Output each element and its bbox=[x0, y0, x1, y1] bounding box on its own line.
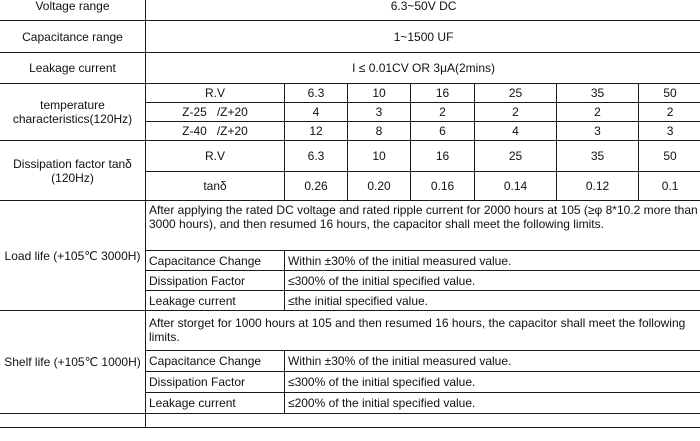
next-section-row bbox=[0, 414, 700, 428]
load-life-limit-item: Capacitance Change bbox=[146, 251, 285, 271]
voltage-value: 6.3~50V DC bbox=[146, 0, 700, 21]
shelf-life-limit-item: Dissipation Factor bbox=[146, 372, 285, 393]
temperature-header-cell: 50 bbox=[639, 84, 700, 103]
load-life-limit-item: Dissipation Factor bbox=[146, 271, 285, 291]
temperature-cell: 8 bbox=[348, 122, 411, 141]
temperature-cell: Z-40 /Z+20 bbox=[146, 122, 285, 141]
shelf-life-label: Shelf life (+105℃ 1000H) bbox=[0, 311, 146, 414]
dissipation-header-row bbox=[0, 141, 700, 172]
dissipation-header-cell: R.V bbox=[146, 141, 285, 172]
load-life-limit-value: ≤300% of the initial specified value. bbox=[285, 271, 700, 291]
load-life-limit-value: Within ±30% of the initial measured value. bbox=[285, 251, 700, 271]
temperature-header-row bbox=[0, 84, 700, 103]
temperature-header-cell: 16 bbox=[411, 84, 475, 103]
temperature-header-cell: 35 bbox=[557, 84, 639, 103]
next-section-content bbox=[146, 414, 700, 428]
dissipation-header-cell: 50 bbox=[639, 141, 700, 172]
shelf-life-limit-item: Leakage current bbox=[146, 393, 285, 414]
load-life-limit-item: Leakage current bbox=[146, 291, 285, 311]
temperature-cell: 2 bbox=[411, 103, 475, 122]
load-life-limit-value: ≤the initial specified value. bbox=[285, 291, 700, 311]
shelf-life-desc-row bbox=[0, 311, 700, 351]
dissipation-header-cell: 35 bbox=[557, 141, 639, 172]
temperature-cell: 6 bbox=[411, 122, 475, 141]
dissipation-header-cell: 10 bbox=[348, 141, 411, 172]
temperature-cell: 3 bbox=[557, 122, 639, 141]
leakage-label: Leakage current bbox=[0, 53, 146, 84]
temperature-cell: 3 bbox=[639, 122, 700, 141]
temperature-cell: 3 bbox=[348, 103, 411, 122]
temperature-header-cell: R.V bbox=[146, 84, 285, 103]
dissipation-cell: tanδ bbox=[146, 172, 285, 201]
load-life-description: After applying the rated DC voltage and rated ripple current for 2000 hours at 105 (≥φ 8*10.2 more than 3000 hours), and then resumed 16 hours, the capacitor shall meet the following limits. bbox=[146, 201, 700, 251]
temperature-header-cell: 25 bbox=[475, 84, 557, 103]
dissipation-cell: 0.20 bbox=[348, 172, 411, 201]
temperature-cell: 2 bbox=[475, 103, 557, 122]
dissipation-cell: 0.26 bbox=[285, 172, 348, 201]
shelf-life-description: After storget for 1000 hours at 105 and then resumed 16 hours, the capacitor shall meet the following limits. bbox=[146, 311, 700, 351]
leakage-row bbox=[0, 53, 700, 84]
temperature-label: temperature characteristics(120Hz) bbox=[0, 84, 146, 141]
temperature-header-cell: 6.3 bbox=[285, 84, 348, 103]
capacitance-value: 1~1500 UF bbox=[146, 21, 700, 53]
dissipation-cell: 0.14 bbox=[475, 172, 557, 201]
temperature-cell: 2 bbox=[557, 103, 639, 122]
load-life-label: Load life (+105℃ 3000H) bbox=[0, 201, 146, 311]
temperature-cell: 4 bbox=[475, 122, 557, 141]
capacitance-label: Capacitance range bbox=[0, 21, 146, 53]
dissipation-label: Dissipation factor tanδ (120Hz) bbox=[0, 141, 146, 201]
dissipation-header-cell: 6.3 bbox=[285, 141, 348, 172]
leakage-value: I ≤ 0.01CV OR 3μA(2mins) bbox=[146, 53, 700, 84]
temperature-cell: Z-25 /Z+20 bbox=[146, 103, 285, 122]
shelf-life-limit-item: Capacitance Change bbox=[146, 351, 285, 372]
next-section-label bbox=[0, 414, 146, 428]
dissipation-cell: 0.12 bbox=[557, 172, 639, 201]
temperature-cell: 12 bbox=[285, 122, 348, 141]
shelf-life-limit-value: ≤300% of the initial specified value. bbox=[285, 372, 700, 393]
voltage-label: Voltage range bbox=[0, 0, 146, 21]
temperature-cell: 4 bbox=[285, 103, 348, 122]
dissipation-header-cell: 16 bbox=[411, 141, 475, 172]
temperature-cell: 2 bbox=[639, 103, 700, 122]
dissipation-cell: 0.1 bbox=[639, 172, 700, 201]
dissipation-header-cell: 25 bbox=[475, 141, 557, 172]
capacitance-row bbox=[0, 21, 700, 53]
dissipation-cell: 0.16 bbox=[411, 172, 475, 201]
temperature-header-cell: 10 bbox=[348, 84, 411, 103]
shelf-life-limit-value: ≤200% of the initial specified value. bbox=[285, 393, 700, 414]
shelf-life-limit-value: Within ±30% of the initial measured value. bbox=[285, 351, 700, 372]
load-life-desc-row bbox=[0, 201, 700, 251]
voltage-row bbox=[0, 0, 700, 21]
